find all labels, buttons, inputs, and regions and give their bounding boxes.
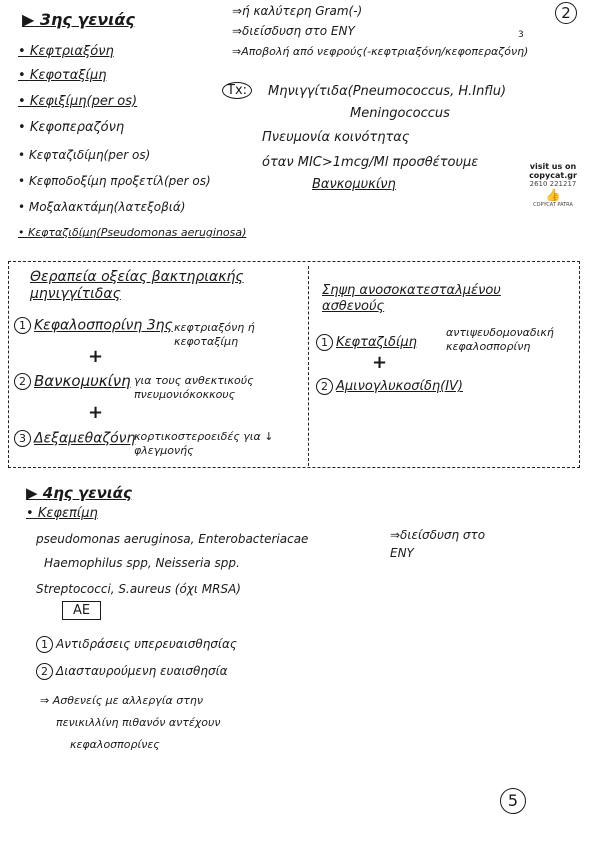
- list-item: • Κεφιξίμη(per os): [18, 94, 138, 109]
- organism-line: pseudomonas aeruginosa, Enterobacteriacae: [36, 532, 309, 546]
- list-item: • Κεφοταξίμη: [18, 68, 107, 83]
- plus-sign: +: [372, 352, 388, 373]
- right-item: 2 Αμινογλυκοσίδη(IV): [316, 378, 463, 395]
- list-item: • Κεφποδοξίμη προξετίλ(per os): [18, 174, 211, 188]
- box-divider: [308, 266, 309, 466]
- tx-line: Πνευμονία κοινότητας: [262, 130, 410, 145]
- list-item: • Κεφοπεραζόνη: [18, 120, 125, 135]
- arrow-right-icon: ▶: [26, 484, 38, 502]
- gen4-heading: ▶ 4ης γενιάς: [26, 484, 132, 502]
- left-box-title: Θεραπεία οξείας βακτηριακής μηνιγγίτιδας: [30, 269, 244, 302]
- tx-label: Tx:: [222, 82, 252, 99]
- left-item-detail: κεφτριαξόνη ή κεφοταξίμη: [174, 321, 255, 348]
- organism-line: Haemophilus spp, Neisseria spp.: [44, 556, 240, 570]
- thumbs-up-icon: 👍: [545, 188, 561, 202]
- gen3-note: ⇒Αποβολή από νεφρούς(-κεφτριαξόνη/κεφοπεραζόνη): [232, 45, 529, 58]
- ae-note-line: ⇒ Ασθενείς με αλλεργία στην: [40, 694, 203, 707]
- left-item: 1 Κεφαλοσπορίνη 3ης: [14, 317, 173, 334]
- plus-sign: +: [88, 346, 104, 367]
- tx-line: Meningococcus: [350, 106, 450, 121]
- ae-note-line: κεφαλοσπορίνες: [70, 738, 160, 751]
- list-item: • Κεφταζιδίμη(per os): [18, 148, 151, 162]
- plus-sign: +: [88, 402, 104, 423]
- gen4-note: ⇒διείσδυση στο ΕΝΥ: [390, 528, 486, 560]
- list-item: • Κεφτριαξόνη: [18, 44, 114, 59]
- right-box-title: Σηψη ανοσοκατεσταλμένου ασθενούς: [322, 283, 501, 314]
- ae-note-line: πενικιλλίνη πιθανόν αντέχουν: [56, 716, 221, 729]
- left-item-detail: για τους ανθεκτικούς πνευμονιόκοκκους: [134, 374, 254, 401]
- list-item: • Μοξαλακτάμη(λατεξοβιά): [18, 200, 186, 214]
- gen3-heading: ▶ 3ης γενιάς: [22, 10, 135, 29]
- left-item-detail: κορτικοστεροειδές για ↓ φλεγμονής: [134, 430, 274, 457]
- tx-line: Βανκομυκίνη: [312, 177, 396, 192]
- page-number: 5: [500, 788, 526, 814]
- ae-item: 1 Αντιδράσεις υπερευαισθησίας: [36, 636, 237, 653]
- small-mark: 3: [518, 30, 524, 40]
- gen3-note: ⇒ή καλύτερη Gram(-): [232, 4, 363, 18]
- left-item: 2 Βανκομυκίνη: [14, 372, 131, 390]
- copycat-logo: visit us on copycat.gr 2610 221217 👍 COPYCAT PATRA: [520, 162, 586, 208]
- arrow-right-icon: ▶: [22, 10, 35, 29]
- ae-label: ΑΕ: [62, 601, 101, 620]
- gen3-note: ⇒διείσδυση στο ΕΝΥ: [232, 24, 355, 38]
- tx-line: Μηνιγγίτιδα(Pneumococcus, H.Influ): [268, 84, 507, 99]
- organism-line: Streptococci, S.aureus (όχι MRSA): [36, 582, 241, 596]
- ae-item: 2 Διασταυρούμενη ευαισθησία: [36, 663, 228, 680]
- page-mark: 2: [555, 2, 577, 24]
- gen4-drug: • Κεφεπίμη: [26, 506, 98, 521]
- left-item: 3 Δεξαμεθαζόνη: [14, 430, 135, 447]
- tx-line: όταν MIC>1mcg/Ml προσθέτουμε: [262, 155, 479, 170]
- right-item-detail: αντιψευδομοναδική κεφαλοσπορίνη: [446, 326, 554, 353]
- right-item: 1 Κεφταζιδίμη: [316, 334, 417, 351]
- list-item: • Κεφταζιδίμη(Pseudomonas aeruginosa): [18, 226, 247, 239]
